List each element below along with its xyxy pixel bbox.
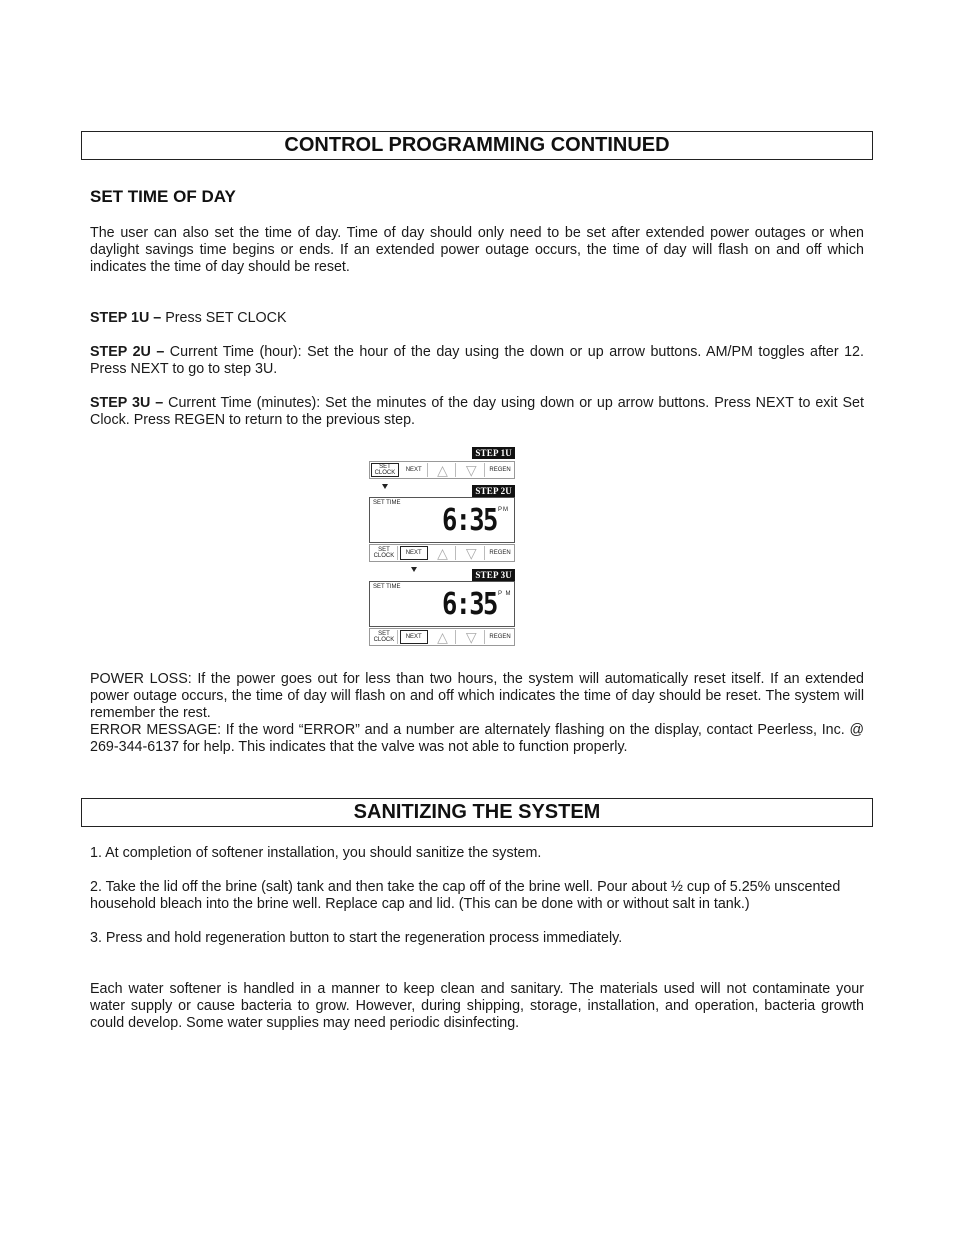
lcd-screen-step-2u xyxy=(369,497,515,543)
down-arrow-button[interactable] xyxy=(458,463,485,477)
step-2u xyxy=(90,344,864,378)
step-1u xyxy=(90,310,864,327)
step-tag-2u: STEP 2U xyxy=(472,485,515,497)
step-3u xyxy=(90,395,864,429)
flow-arrow-icon xyxy=(411,567,417,572)
sanitize-step-1: 1. At completion of softener installation, you should sanitize the system. xyxy=(90,845,542,861)
intro-paragraph: The user can also set the time of day. Time of day should only need to be set after extended power outages or when daylight savings time begins or ends. If an extended power outage occurs, the time of day will flash on and off which indicates the time of day should be reset. xyxy=(90,225,864,275)
next-button[interactable]: NEXT xyxy=(401,463,428,477)
step-text: Current Time (minutes): Set the minutes of the day using down or up arrow buttons. Press NEXT to exit Set Clock. Press REGEN to return to the previous step. xyxy=(90,395,864,428)
closing-paragraph: Each water softener is handled in a manner to keep clean and sanitary. The materials used will not contaminate your water supply or cause bacteria to grow. However, during shipping, storage, installation, and operation, bacteria growth could develop. Some water supplies may need periodic disinfecting. xyxy=(90,981,864,1031)
ampm-indicator: PM xyxy=(498,507,509,513)
step-label: STEP 3U – xyxy=(90,395,164,411)
regen-button[interactable]: REGEN xyxy=(489,634,511,640)
screen-label: SET TIME xyxy=(373,500,401,506)
error-message-paragraph: ERROR MESSAGE: If the word “ERROR” and a number are alternately flashing on the display, contact Peerless, Inc. @ 269-344-6137 for help. This indicates that the valve was not able to function properly. xyxy=(90,722,864,755)
up-arrow-button[interactable] xyxy=(430,546,457,560)
down-arrow-button[interactable] xyxy=(458,630,485,644)
lcd-screen-step-3u xyxy=(369,581,515,627)
next-button[interactable]: NEXT xyxy=(400,630,428,644)
regen-button[interactable]: REGEN xyxy=(489,467,511,473)
step-label: STEP 2U – xyxy=(90,344,165,360)
set-clock-button[interactable]: SET CLOCK xyxy=(371,630,398,644)
up-arrow-icon: △ xyxy=(437,629,448,645)
lcd-time: 6:35 xyxy=(442,587,497,622)
subheading-set-time-of-day: SET TIME OF DAY xyxy=(90,187,236,206)
section-title-control-programming: CONTROL PROGRAMMING CONTINUED xyxy=(81,131,873,160)
step-label: STEP 1U – xyxy=(90,310,162,326)
up-arrow-button[interactable] xyxy=(430,463,457,477)
step-text: Press SET CLOCK xyxy=(161,310,287,326)
section-title-sanitizing: SANITIZING THE SYSTEM xyxy=(81,798,873,827)
step-tag-3u: STEP 3U xyxy=(472,569,515,581)
down-arrow-icon: ▽ xyxy=(465,462,477,478)
set-clock-button[interactable]: SET CLOCK xyxy=(371,546,398,560)
down-arrow-icon: ▽ xyxy=(465,545,477,561)
set-clock-button[interactable]: SET CLOCK xyxy=(371,463,399,477)
step-text: Current Time (hour): Set the hour of the day using the down or up arrow buttons. AM/PM toggles after 12. Press NEXT to go to step 3U. xyxy=(90,344,864,377)
control-panel-illustration xyxy=(369,446,515,646)
regen-button[interactable]: REGEN xyxy=(489,550,511,556)
button-row-step-3u xyxy=(369,628,515,646)
down-arrow-icon: ▽ xyxy=(465,629,477,645)
button-row-step-1u xyxy=(369,461,515,479)
power-loss-paragraph: POWER LOSS: If the power goes out for less than two hours, the system will automatically reset itself. If an extended power outage occurs, the time of day will flash on and off which indicates the time of day should be reset. The system will remember the rest. xyxy=(90,671,864,721)
down-arrow-button[interactable] xyxy=(458,546,485,560)
lcd-time: 6:35 xyxy=(442,503,497,538)
ampm-indicator: P M xyxy=(498,591,512,597)
next-button[interactable]: NEXT xyxy=(400,546,428,560)
sanitize-step-3: 3. Press and hold regeneration button to start the regeneration process immediately. xyxy=(90,930,623,946)
flow-arrow-icon xyxy=(382,484,388,489)
screen-label: SET TIME xyxy=(373,584,401,590)
up-arrow-icon: △ xyxy=(437,462,448,478)
up-arrow-button[interactable] xyxy=(430,630,457,644)
up-arrow-icon: △ xyxy=(437,545,448,561)
sanitize-step-2: 2. Take the lid off the brine (salt) tank and then take the cap off of the brine well. Pour about ½ cup of 5.25% unscented household bleach into the brine well. Replace cap and lid. (This can be done with or without salt in tank.) xyxy=(90,879,841,912)
step-tag-1u: STEP 1U xyxy=(472,447,515,459)
button-row-step-2u xyxy=(369,544,515,562)
